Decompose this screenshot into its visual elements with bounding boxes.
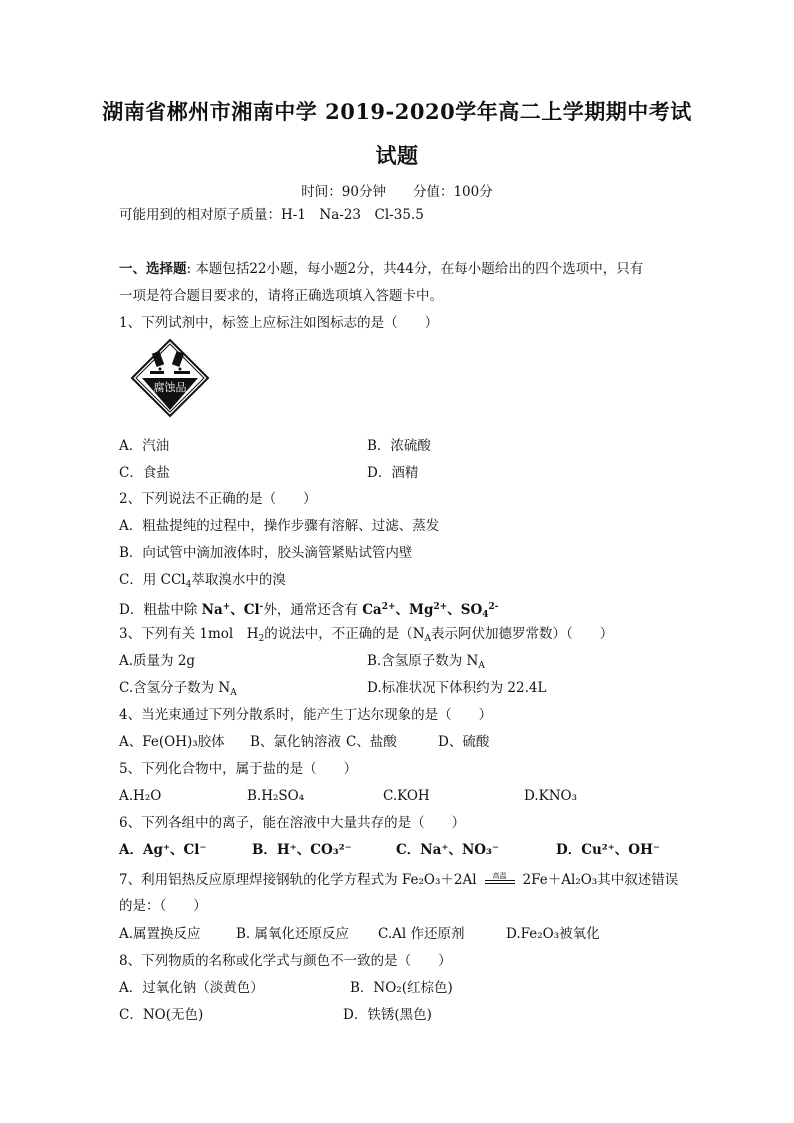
q2-c-text: C．用 CCl xyxy=(119,572,186,588)
q7-option-a: A.属置换反应 xyxy=(119,926,201,942)
q1-option-b: B．浓硫酸 xyxy=(367,438,431,454)
q4-option-c: C、盐酸 xyxy=(346,734,397,750)
q2-d-text: D．粗盐中除 xyxy=(119,602,202,618)
q3-stem-pre: 3、下列有关 1mol H xyxy=(119,626,259,642)
section-label: 一、选择题 xyxy=(119,261,187,277)
sign-label: 腐蚀品 xyxy=(153,381,187,394)
page-title: 湖南省郴州市湘南中学 2019-2020学年高二上学期期中考试 xyxy=(102,99,692,124)
question-7-stem-line2: 的是：（ ） xyxy=(119,898,207,914)
page-title-line2: 试题 xyxy=(375,143,419,168)
q6-option-b: B．H⁺、CO₃²⁻ xyxy=(252,842,352,858)
q5-option-a: A.H₂O xyxy=(119,788,162,804)
q3-option-c xyxy=(119,679,237,702)
question-6-stem: 6、下列各组中的离子，能在溶液中大量共存的是（ ） xyxy=(119,815,466,831)
q1-option-c: C．食盐 xyxy=(119,465,170,481)
q3-option-d: D.标准状况下体积约为 22.4L xyxy=(367,680,547,696)
q7-stem-post: 2Fe＋Al₂O₃其中叙述错误 xyxy=(522,872,679,888)
q2-c-sub: 4 xyxy=(185,580,192,590)
q8-option-d: D．铁锈(黑色) xyxy=(343,1007,432,1023)
q2-c-text2: 萃取溴水中的溴 xyxy=(191,572,286,588)
q3-c-text: C.含氢分子数为 N xyxy=(119,680,231,696)
q6-option-a: A．Ag⁺、Cl⁻ xyxy=(119,842,207,858)
time-info: 时间：90分钟 分值：100分 xyxy=(301,184,493,200)
q6-option-c: C．Na⁺、NO₃⁻ xyxy=(396,842,500,858)
q3-stem-sub2: A xyxy=(424,634,432,644)
q3-option-b xyxy=(367,652,485,675)
q1-option-a: A．汽油 xyxy=(119,438,170,454)
question-7-stem xyxy=(119,871,678,889)
q7-option-c: C.Al 作还原剂 xyxy=(378,926,465,942)
q2-option-d: D．粗盐中除 Na+、Cl-外，通常还含有 $Ca^{2+}$、$Mg^{2+}$、$SO_4^{2-}$ xyxy=(119,602,499,620)
q4-option-d: D、硫酸 xyxy=(438,734,490,750)
atomic-mass-info: 可能用到的相对原子质量：H-1 Na-23 Cl-35.5 xyxy=(119,207,424,223)
q3-stem-mid: 的说法中，不正确的是（N xyxy=(264,626,425,642)
question-4-stem: 4、当光束通过下列分散系时，能产生丁达尔现象的是（ ） xyxy=(119,707,493,723)
question-5-stem: 5、下列化合物中，属于盐的是（ ） xyxy=(119,761,358,777)
q4-option-a: A、Fe(OH)₃胶体 xyxy=(119,734,225,750)
question-1-stem: 1、下列试剂中，标签上应标注如图标志的是（ ） xyxy=(119,315,439,331)
section-intro-line1 xyxy=(119,260,643,278)
q3-b-sub: A xyxy=(478,661,485,671)
q8-option-c: C．NO(无色) xyxy=(119,1007,204,1023)
section-intro-line2: 一项是符合题目要求的，请将正确选项填入答题卡中。 xyxy=(119,288,443,304)
q3-c-sub: A xyxy=(230,688,237,698)
reaction-arrow-icon xyxy=(485,872,515,884)
q2-option-a: A．粗盐提纯的过程中，操作步骤有溶解、过滤、蒸发 xyxy=(119,518,440,534)
question-3-stem xyxy=(119,625,613,648)
q2-d-text2: 外，通常还含有 xyxy=(263,602,363,618)
q8-option-b: B．NO₂(红棕色) xyxy=(350,980,453,996)
q1-option-d: D．酒精 xyxy=(367,465,419,481)
question-8-stem: 8、下列物质的名称或化学式与颜色不一致的是（ ） xyxy=(119,953,452,969)
q5-option-d: D.KNO₃ xyxy=(524,788,578,804)
q5-option-b: B.H₂SO₄ xyxy=(247,788,305,804)
q7-stem-pre: 7、利用铝热反应原理焊接钢轨的化学方程式为 Fe₂O₃＋2Al xyxy=(119,872,477,888)
corrosive-hazard-icon xyxy=(130,338,210,418)
q5-option-c: C.KOH xyxy=(383,788,430,804)
reaction-condition: 高温 xyxy=(492,872,507,880)
q6-option-d: D．Cu²⁺、OH⁻ xyxy=(556,842,660,858)
q3-stem-post: 表示阿伏加德罗常数）（ ） xyxy=(431,626,614,642)
section-desc: : 本题包括22小题，每小题2分，共44分，在每小题给出的四个选项中，只有 xyxy=(186,261,644,277)
question-2-stem: 2、下列说法不正确的是（ ） xyxy=(119,491,317,507)
q3-b-text: B.含氢原子数为 N xyxy=(367,653,479,669)
q7-option-b: B. 属氧化还原反应 xyxy=(236,926,350,942)
q7-option-d: D.Fe₂O₃被氧化 xyxy=(506,926,600,942)
q3-option-a: A.质量为 2g xyxy=(119,653,196,669)
q8-option-a: A．过氧化钠（淡黄色） xyxy=(119,980,264,996)
q2-option-b: B．向试管中滴加液体时，胶头滴管紧贴试管内壁 xyxy=(119,545,413,561)
q4-option-b: B、氯化钠溶液 xyxy=(250,734,341,750)
q2-option-c xyxy=(119,571,286,594)
q3-stem-sub: 2 xyxy=(258,634,265,644)
